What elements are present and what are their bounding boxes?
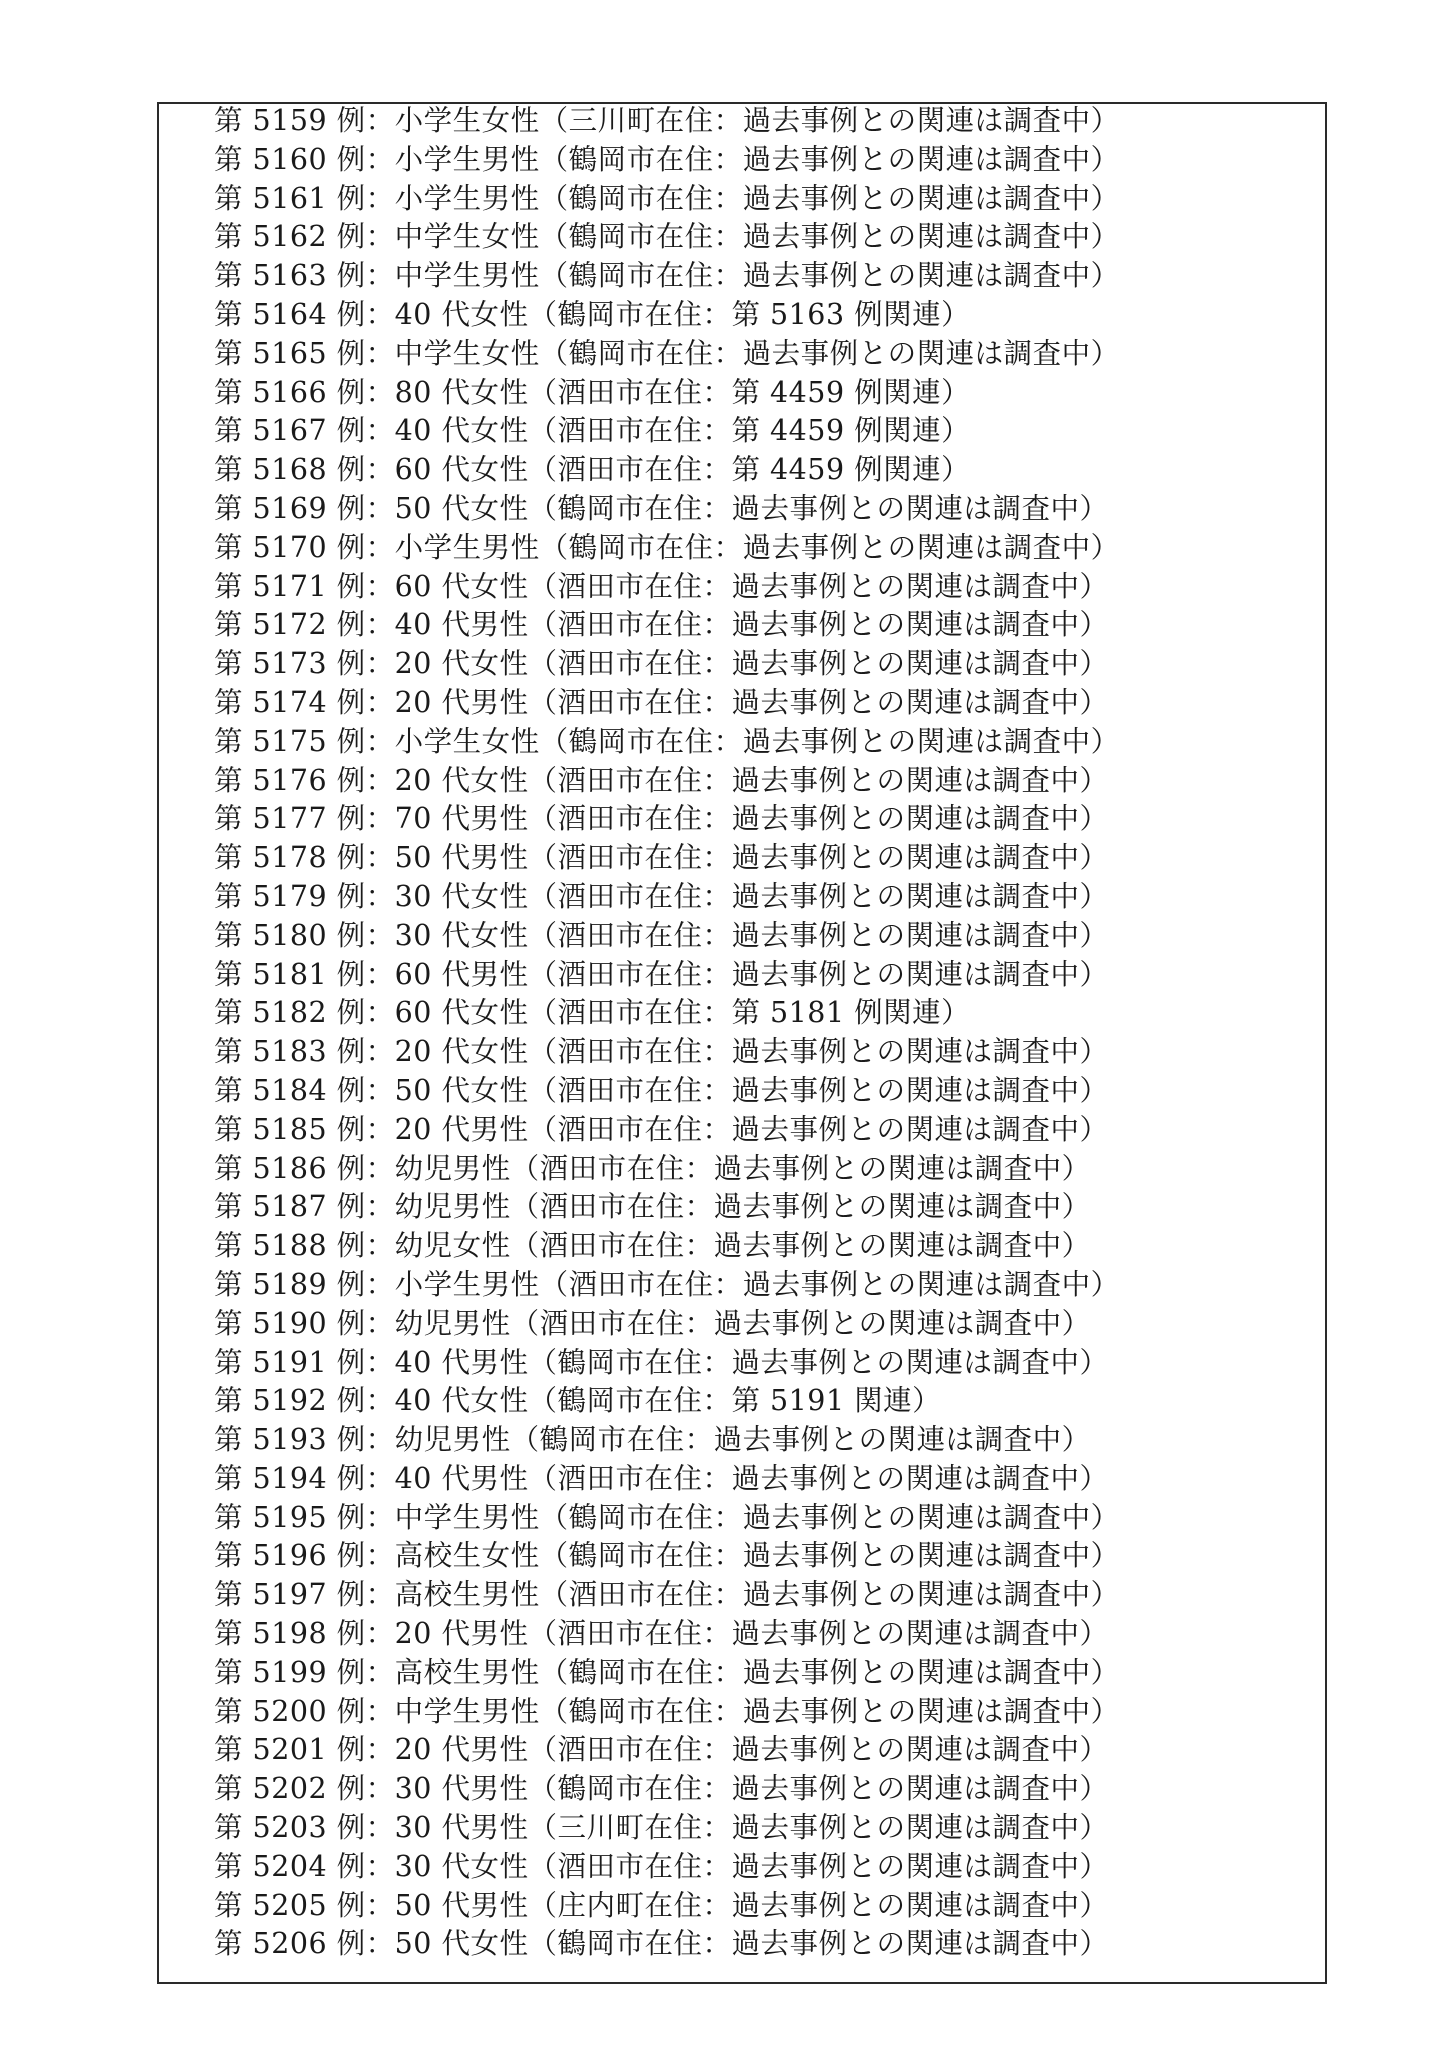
case-detail: ：高校生男性（鶴岡市在住：過去事例との関連は調査中） bbox=[365, 1655, 1120, 1689]
case-row bbox=[214, 1421, 1120, 1460]
case-detail: ：小学生男性（酒田市在住：過去事例との関連は調査中） bbox=[365, 1267, 1120, 1301]
case-row bbox=[214, 1654, 1120, 1693]
case-detail: ：70 代男性（酒田市在住：過去事例との関連は調査中） bbox=[365, 802, 1109, 836]
case-row bbox=[214, 529, 1120, 568]
case-number: 第 5162 例 bbox=[214, 220, 366, 254]
case-number: 第 5200 例 bbox=[214, 1694, 366, 1728]
case-number: 第 5191 例 bbox=[214, 1345, 366, 1379]
case-detail: ：小学生男性（鶴岡市在住：過去事例との関連は調査中） bbox=[365, 530, 1120, 564]
case-detail: ：20 代男性（酒田市在住：過去事例との関連は調査中） bbox=[365, 1617, 1109, 1651]
case-number: 第 5204 例 bbox=[214, 1849, 366, 1883]
case-detail: ：60 代女性（酒田市在住：過去事例との関連は調査中） bbox=[365, 569, 1109, 603]
case-row bbox=[214, 490, 1120, 529]
case-detail: ：30 代女性（酒田市在住：過去事例との関連は調査中） bbox=[365, 918, 1109, 952]
case-detail: ：50 代男性（庄内町在住：過去事例との関連は調査中） bbox=[365, 1888, 1109, 1922]
case-number: 第 5185 例 bbox=[214, 1112, 366, 1146]
case-number: 第 5182 例 bbox=[214, 996, 366, 1030]
case-detail: ：50 代女性（鶴岡市在住：過去事例との関連は調査中） bbox=[365, 1927, 1109, 1961]
case-number: 第 5198 例 bbox=[214, 1617, 366, 1651]
case-number: 第 5193 例 bbox=[214, 1423, 366, 1457]
case-number: 第 5166 例 bbox=[214, 375, 366, 409]
case-number: 第 5202 例 bbox=[214, 1772, 366, 1806]
case-row bbox=[214, 1731, 1120, 1770]
case-number: 第 5199 例 bbox=[214, 1655, 366, 1689]
case-number: 第 5190 例 bbox=[214, 1306, 366, 1340]
case-row bbox=[214, 296, 1120, 335]
case-detail: ：中学生女性（鶴岡市在住：過去事例との関連は調査中） bbox=[365, 336, 1120, 370]
case-detail: ：幼児男性（酒田市在住：過去事例との関連は調査中） bbox=[365, 1190, 1091, 1224]
case-detail: ：幼児男性（酒田市在住：過去事例との関連は調査中） bbox=[365, 1151, 1091, 1185]
case-detail: ：20 代女性（酒田市在住：過去事例との関連は調査中） bbox=[365, 1035, 1109, 1069]
case-number: 第 5184 例 bbox=[214, 1073, 366, 1107]
case-number: 第 5173 例 bbox=[214, 647, 366, 681]
case-row bbox=[214, 1848, 1120, 1887]
case-detail: ：60 代女性（酒田市在住：第 4459 例関連） bbox=[365, 453, 971, 487]
case-row bbox=[214, 1266, 1120, 1305]
case-number: 第 5160 例 bbox=[214, 142, 366, 176]
case-detail: ：40 代男性（酒田市在住：過去事例との関連は調査中） bbox=[365, 608, 1109, 642]
case-row bbox=[214, 568, 1120, 607]
case-row bbox=[214, 606, 1120, 645]
case-number: 第 5167 例 bbox=[214, 414, 366, 448]
case-number: 第 5168 例 bbox=[214, 453, 366, 487]
case-detail: ：30 代男性（鶴岡市在住：過去事例との関連は調査中） bbox=[365, 1772, 1109, 1806]
case-detail: ：高校生男性（酒田市在住：過去事例との関連は調査中） bbox=[365, 1578, 1120, 1612]
case-detail: ：中学生男性（鶴岡市在住：過去事例との関連は調査中） bbox=[365, 1500, 1120, 1534]
case-number: 第 5170 例 bbox=[214, 530, 366, 564]
case-detail: ：中学生男性（鶴岡市在住：過去事例との関連は調査中） bbox=[365, 259, 1120, 293]
case-number: 第 5175 例 bbox=[214, 724, 366, 758]
case-number: 第 5183 例 bbox=[214, 1035, 366, 1069]
case-row bbox=[214, 1033, 1120, 1072]
case-row bbox=[214, 1382, 1120, 1421]
case-detail: ：40 代男性（酒田市在住：過去事例との関連は調査中） bbox=[365, 1461, 1109, 1495]
case-row bbox=[214, 1770, 1120, 1809]
case-row bbox=[214, 1693, 1120, 1732]
case-detail: ：40 代女性（酒田市在住：第 4459 例関連） bbox=[365, 414, 971, 448]
case-row bbox=[214, 412, 1120, 451]
case-list bbox=[214, 102, 1120, 1964]
case-number: 第 5164 例 bbox=[214, 297, 366, 331]
case-row bbox=[214, 1111, 1120, 1150]
case-number: 第 5179 例 bbox=[214, 879, 366, 913]
case-row bbox=[214, 645, 1120, 684]
case-row bbox=[214, 1887, 1120, 1926]
case-number: 第 5186 例 bbox=[214, 1151, 366, 1185]
case-detail: ：50 代女性（酒田市在住：過去事例との関連は調査中） bbox=[365, 1073, 1109, 1107]
case-detail: ：小学生女性（三川町在住：過去事例との関連は調査中） bbox=[365, 104, 1120, 137]
case-detail: ：80 代女性（酒田市在住：第 4459 例関連） bbox=[365, 375, 971, 409]
case-number: 第 5169 例 bbox=[214, 491, 366, 525]
case-number: 第 5203 例 bbox=[214, 1811, 366, 1845]
case-detail: ：20 代男性（酒田市在住：過去事例との関連は調査中） bbox=[365, 1733, 1109, 1767]
case-row bbox=[214, 1072, 1120, 1111]
case-detail: ：幼児男性（酒田市在住：過去事例との関連は調査中） bbox=[365, 1306, 1091, 1340]
case-row bbox=[214, 257, 1120, 296]
case-detail: ：30 代男性（三川町在住：過去事例との関連は調査中） bbox=[365, 1811, 1109, 1845]
case-number: 第 5163 例 bbox=[214, 259, 366, 293]
case-number: 第 5195 例 bbox=[214, 1500, 366, 1534]
case-row bbox=[214, 878, 1120, 917]
case-row bbox=[214, 1809, 1120, 1848]
case-row bbox=[214, 1344, 1120, 1383]
case-number: 第 5180 例 bbox=[214, 918, 366, 952]
case-detail: ：20 代女性（酒田市在住：過去事例との関連は調査中） bbox=[365, 647, 1109, 681]
case-row bbox=[214, 800, 1120, 839]
case-detail: ：高校生女性（鶴岡市在住：過去事例との関連は調査中） bbox=[365, 1539, 1120, 1573]
case-detail: ：中学生男性（鶴岡市在住：過去事例との関連は調査中） bbox=[365, 1694, 1120, 1728]
case-row bbox=[214, 1150, 1120, 1189]
case-number: 第 5159 例 bbox=[214, 104, 366, 137]
case-row bbox=[214, 1925, 1120, 1964]
case-row bbox=[214, 762, 1120, 801]
case-number: 第 5161 例 bbox=[214, 181, 366, 215]
case-number: 第 5189 例 bbox=[214, 1267, 366, 1301]
case-detail: ：60 代男性（酒田市在住：過去事例との関連は調査中） bbox=[365, 957, 1109, 991]
case-row bbox=[214, 917, 1120, 956]
case-number: 第 5192 例 bbox=[214, 1384, 366, 1418]
case-number: 第 5177 例 bbox=[214, 802, 366, 836]
case-row bbox=[214, 1460, 1120, 1499]
case-detail: ：幼児女性（酒田市在住：過去事例との関連は調査中） bbox=[365, 1229, 1091, 1263]
case-row bbox=[214, 374, 1120, 413]
case-number: 第 5176 例 bbox=[214, 763, 366, 797]
case-row bbox=[214, 1537, 1120, 1576]
case-number: 第 5178 例 bbox=[214, 841, 366, 875]
case-row bbox=[214, 1305, 1120, 1344]
case-detail: ：40 代女性（鶴岡市在住：第 5163 例関連） bbox=[365, 297, 971, 331]
case-number: 第 5205 例 bbox=[214, 1888, 366, 1922]
case-number: 第 5197 例 bbox=[214, 1578, 366, 1612]
case-row bbox=[214, 1188, 1120, 1227]
case-number: 第 5181 例 bbox=[214, 957, 366, 991]
case-detail: ：幼児男性（鶴岡市在住：過去事例との関連は調査中） bbox=[365, 1423, 1091, 1457]
case-detail: ：20 代男性（酒田市在住：過去事例との関連は調査中） bbox=[365, 1112, 1109, 1146]
case-number: 第 5172 例 bbox=[214, 608, 366, 642]
case-number: 第 5196 例 bbox=[214, 1539, 366, 1573]
case-row bbox=[214, 218, 1120, 257]
case-row bbox=[214, 180, 1120, 219]
case-detail: ：小学生男性（鶴岡市在住：過去事例との関連は調査中） bbox=[365, 181, 1120, 215]
case-row bbox=[214, 1499, 1120, 1538]
case-detail: ：20 代男性（酒田市在住：過去事例との関連は調査中） bbox=[365, 685, 1109, 719]
case-number: 第 5174 例 bbox=[214, 685, 366, 719]
case-detail: ：30 代女性（酒田市在住：過去事例との関連は調査中） bbox=[365, 879, 1109, 913]
case-row bbox=[214, 1576, 1120, 1615]
case-row bbox=[214, 1227, 1120, 1266]
case-detail: ：30 代女性（酒田市在住：過去事例との関連は調査中） bbox=[365, 1849, 1109, 1883]
case-row bbox=[214, 723, 1120, 762]
case-detail: ：50 代男性（酒田市在住：過去事例との関連は調査中） bbox=[365, 841, 1109, 875]
case-row bbox=[214, 335, 1120, 374]
case-row bbox=[214, 451, 1120, 490]
case-detail: ：小学生男性（鶴岡市在住：過去事例との関連は調査中） bbox=[365, 142, 1120, 176]
case-number: 第 5201 例 bbox=[214, 1733, 366, 1767]
case-detail: ：40 代女性（鶴岡市在住：第 5191 関連） bbox=[365, 1384, 942, 1418]
case-number: 第 5187 例 bbox=[214, 1190, 366, 1224]
case-detail: ：60 代女性（酒田市在住：第 5181 例関連） bbox=[365, 996, 971, 1030]
case-row bbox=[214, 994, 1120, 1033]
case-number: 第 5188 例 bbox=[214, 1229, 366, 1263]
case-row bbox=[214, 956, 1120, 995]
case-row bbox=[214, 839, 1120, 878]
case-row bbox=[214, 141, 1120, 180]
case-detail: ：50 代女性（鶴岡市在住：過去事例との関連は調査中） bbox=[365, 491, 1109, 525]
case-number: 第 5206 例 bbox=[214, 1927, 366, 1961]
case-number: 第 5165 例 bbox=[214, 336, 366, 370]
case-number: 第 5171 例 bbox=[214, 569, 366, 603]
case-detail: ：40 代男性（鶴岡市在住：過去事例との関連は調査中） bbox=[365, 1345, 1109, 1379]
case-row bbox=[214, 102, 1120, 141]
case-detail: ：中学生女性（鶴岡市在住：過去事例との関連は調査中） bbox=[365, 220, 1120, 254]
case-row bbox=[214, 1615, 1120, 1654]
case-detail: ：20 代女性（酒田市在住：過去事例との関連は調査中） bbox=[365, 763, 1109, 797]
case-detail: ：小学生女性（鶴岡市在住：過去事例との関連は調査中） bbox=[365, 724, 1120, 758]
case-row bbox=[214, 684, 1120, 723]
case-number: 第 5194 例 bbox=[214, 1461, 366, 1495]
